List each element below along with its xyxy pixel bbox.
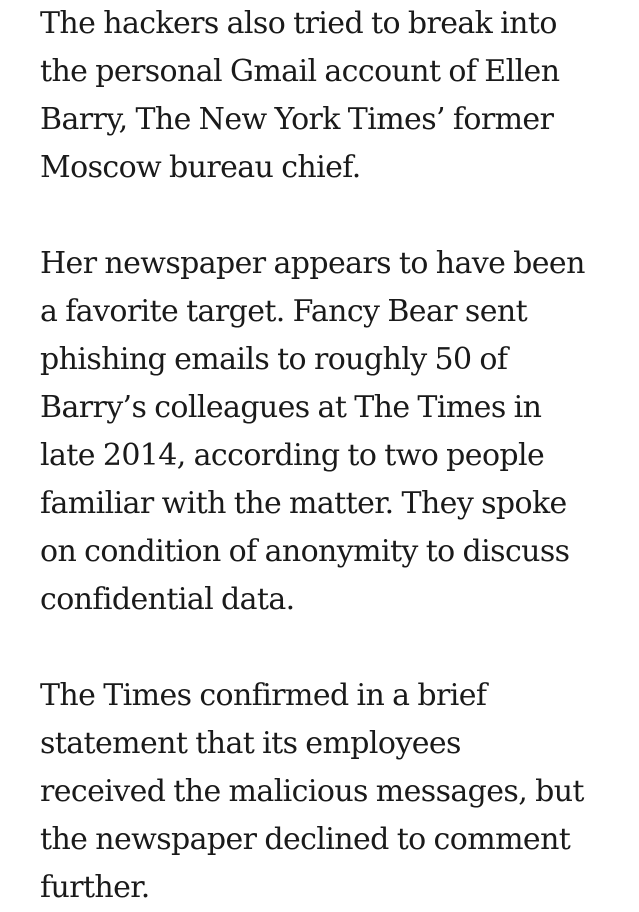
text-line: Barry, The New York Times’ former — [40, 102, 554, 137]
text-line: The Times confirmed in a brief — [40, 678, 487, 713]
text-line: the newspaper declined to comment — [40, 822, 571, 857]
text-line: received the malicious messages, but — [40, 774, 584, 809]
text-line: Barry’s colleagues at The Times in — [40, 390, 542, 425]
text-line: confidential data. — [40, 582, 295, 617]
paragraph-gap — [40, 624, 625, 672]
text-line: a favorite target. Fancy Bear sent — [40, 294, 528, 329]
paragraph-3 — [40, 672, 625, 912]
text-line: The hackers also tried to break into — [40, 6, 557, 41]
paragraph-gap — [40, 192, 625, 240]
paragraph-2 — [40, 240, 625, 624]
article-body — [40, 0, 625, 912]
text-line: Moscow bureau chief. — [40, 150, 361, 185]
text-line: Her newspaper appears to have been — [40, 246, 585, 281]
text-line: statement that its employees — [40, 726, 461, 761]
text-line: the personal Gmail account of Ellen — [40, 54, 560, 89]
paragraph-1 — [40, 0, 625, 192]
text-line: familiar with the matter. They spoke — [40, 486, 567, 521]
text-line: late 2014, according to two people — [40, 438, 545, 473]
text-line: on condition of anonymity to discuss — [40, 534, 570, 569]
text-line: phishing emails to roughly 50 of — [40, 342, 508, 377]
text-line: further. — [40, 870, 150, 905]
